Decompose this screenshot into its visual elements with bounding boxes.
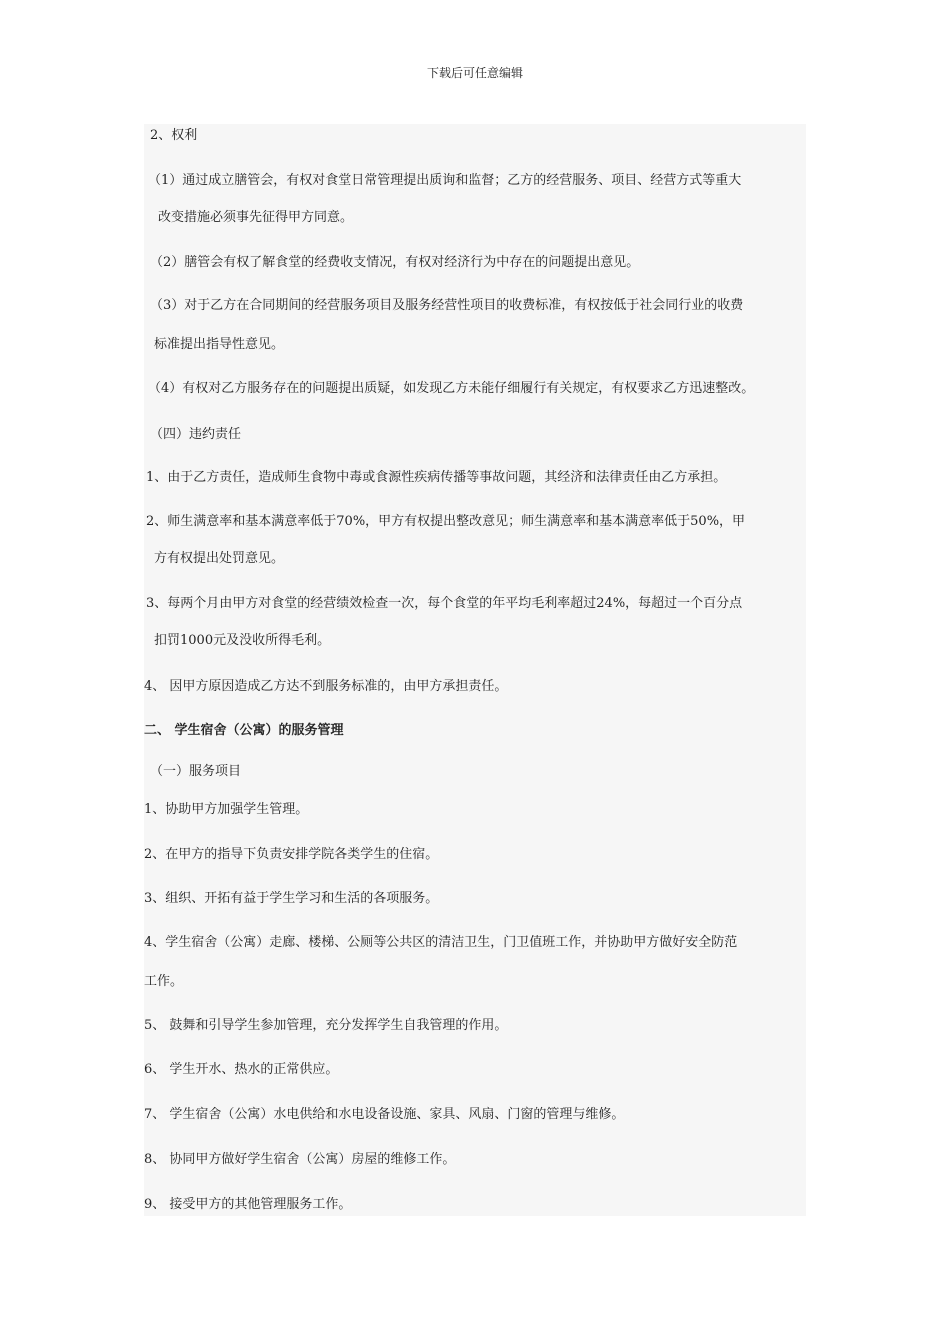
paragraph-line: （2）膳管会有权了解食堂的经费收支情况，有权对经济行为中存在的问题提出意见。	[150, 255, 640, 270]
paragraph-line: 方有权提出处罚意见。	[154, 551, 285, 566]
paragraph-line: 标准提出指导性意见。	[154, 337, 285, 352]
section-heading-breach: （四）违约责任	[150, 427, 242, 442]
list-item: 2、在甲方的指导下负责安排学院各类学生的住宿。	[144, 847, 439, 862]
paragraph-line: （1）通过成立膳管会，有权对食堂日常管理提出质询和监督；乙方的经营服务、项目、经营方式等重大	[148, 173, 742, 188]
list-item: 4、学生宿舍（公寓）走廊、楼梯、公厕等公共区的清洁卫生，门卫值班工作，并协助甲方做好安全防范	[144, 935, 738, 950]
list-item-continuation: 工作。	[144, 974, 184, 989]
list-item: 7、 学生宿舍（公寓）水电供给和水电设备设施、家具、风扇、门窗的管理与维修。	[144, 1107, 625, 1122]
list-item: 3、组织、开拓有益于学生学习和生活的各项服务。	[144, 891, 439, 906]
paragraph-line: 1、由于乙方责任，造成师生食物中毒或食源性疾病传播等事故问题，其经济和法律责任由乙方承担。	[146, 470, 727, 485]
paragraph-line: 4、 因甲方原因造成乙方达不到服务标准的，由甲方承担责任。	[144, 679, 508, 694]
paragraph-line: 2、师生满意率和基本满意率低于70%，甲方有权提出整改意见；师生满意率和基本满意率低于50%，甲	[146, 514, 746, 529]
paragraph-line: （4）有权对乙方服务存在的问题提出质疑，如发现乙方未能仔细履行有关规定，有权要求乙方迅速整改。	[148, 381, 755, 396]
section-heading-service-items: （一）服务项目	[150, 764, 242, 779]
paragraph-line: （3）对于乙方在合同期间的经营服务项目及服务经营性项目的收费标准，有权按低于社会同行业的收费	[150, 298, 744, 313]
section-heading-dormitory: 二、 学生宿舍（公寓）的服务管理	[144, 723, 344, 738]
list-item: 1、协助甲方加强学生管理。	[144, 802, 309, 817]
list-item: 5、 鼓舞和引导学生参加管理，充分发挥学生自我管理的作用。	[144, 1018, 508, 1033]
list-item: 6、 学生开水、热水的正常供应。	[144, 1062, 339, 1077]
paragraph-line: 3、每两个月由甲方对食堂的经营绩效检查一次，每个食堂的年平均毛利率超过24%，每超过一个百分点	[146, 596, 743, 611]
document-body	[144, 124, 806, 1216]
list-item: 9、 接受甲方的其他管理服务工作。	[144, 1197, 352, 1212]
section-heading-rights: 2、权利	[150, 128, 198, 143]
list-item: 8、 协同甲方做好学生宿舍（公寓）房屋的维修工作。	[144, 1152, 456, 1167]
page-header: 下载后可任意编辑	[426, 66, 523, 80]
paragraph-line: 扣罚1000元及没收所得毛利。	[154, 633, 331, 648]
paragraph-line: 改变措施必须事先征得甲方同意。	[158, 210, 354, 225]
